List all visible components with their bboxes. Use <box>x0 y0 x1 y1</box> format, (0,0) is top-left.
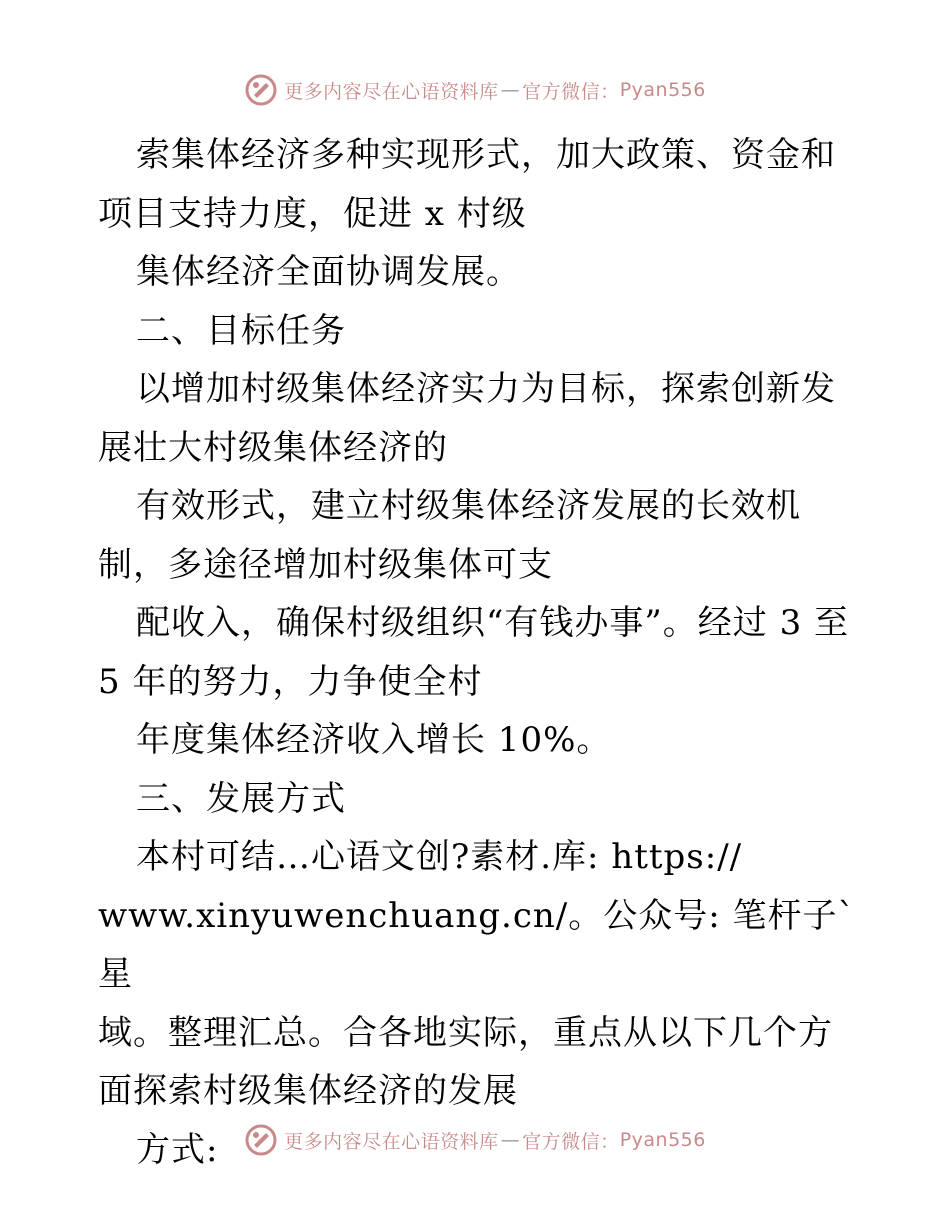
section-heading-3: 三、发展方式 <box>136 778 346 819</box>
header-watermark <box>0 70 950 110</box>
footer-watermark <box>0 1120 950 1160</box>
paragraph-7: 本村可结…心语文创?素材.库: https:// www.xinyuwenchuang.cn/。公众号: 笔杆子`星 域。整理汇总。合各地实际，重点从以下几个方面探索村级集体经济的发展 <box>98 837 856 1111</box>
section-heading-2: 二、目标任务 <box>136 310 346 351</box>
watermark-id: Pyan556 <box>619 1129 706 1151</box>
paragraph-6: 年度集体经济收入增长 10%。 <box>136 720 612 760</box>
watermark-separator: — <box>500 1129 521 1151</box>
watermark-logo-icon <box>244 73 278 107</box>
paragraph-2: 集体经济全面协调发展。 <box>136 252 521 292</box>
watermark-text: 更多内容尽在心语资料库 <box>284 1130 499 1153</box>
document-body <box>98 126 861 1179</box>
watermark-separator: — <box>500 79 521 101</box>
paragraph-4: 有效形式，建立村级集体经济发展的长效机制，多途径增加村级集体可支 <box>98 486 801 585</box>
watermark-id: Pyan556 <box>619 79 706 101</box>
paragraph-1: 索集体经济多种实现形式，加大政策、资金和项目支持力度，促进 x 村级 <box>98 135 836 234</box>
paragraph-3: 以增加村级集体经济实力为目标，探索创新发展壮大村级集体经济的 <box>98 369 836 468</box>
paragraph-8: 方式: <box>136 1129 219 1170</box>
watermark-logo-icon <box>244 1123 278 1157</box>
watermark-label: 官方微信： <box>522 1130 620 1153</box>
watermark-text: 更多内容尽在心语资料库 <box>284 80 499 103</box>
paragraph-5: 配收入，确保村级组织“有钱办事”。经过 3 至 5 年的努力，力争使全村 <box>98 603 861 702</box>
watermark-label: 官方微信： <box>522 80 620 103</box>
